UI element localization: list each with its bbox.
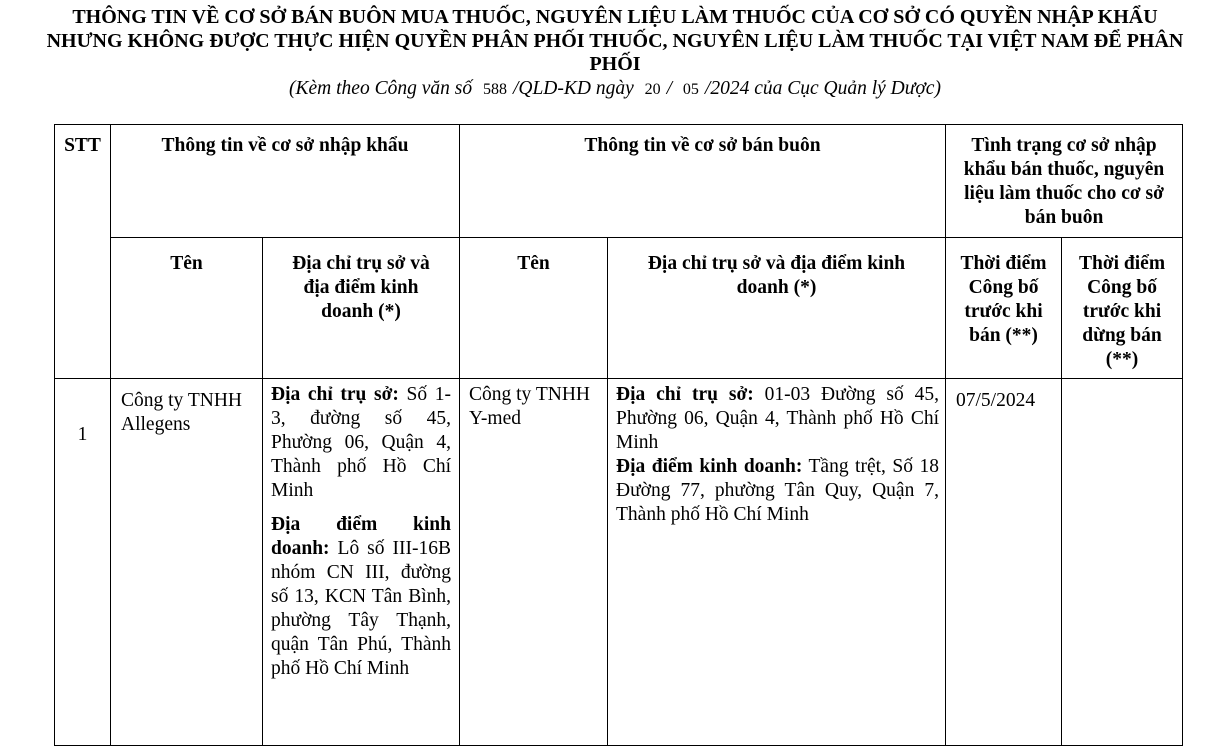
importer-address-cell [263,379,460,746]
header-importer-name: Tên [111,238,263,379]
importer-biz-value: Lô số III-16B nhóm CN III, đường số 13, KCN Tân Bình, phường Tây Thạnh, quận Tân Phú, Thành phố Hồ Chí Minh [271,538,452,679]
header-wholesaler-info: Thông tin về cơ sở bán buôn [460,125,946,238]
row-stt: 1 [55,379,111,746]
time-stop-value [1062,379,1183,746]
header-time-stop: Thời điểm Công bố trước khi dừng bán (**) [1062,238,1183,379]
wholesaler-biz-value: Tầng trệt, Số 18 Đường 77, phường Tân Quy, Quận 7, Thành phố Hồ Chí Minh [616,456,940,525]
importer-hq-value: Số 1-3, đường số 45, Phường 06, Quận 4, Thành phố Hồ Chí Minh [271,384,452,501]
header-row-1 [55,125,1183,238]
subtitle-prefix: (Kèm theo Công văn số [289,78,473,99]
time-start-value: 07/5/2024 [946,379,1062,746]
header-importer-info: Thông tin về cơ sở nhập khẩu [111,125,460,238]
table-row [55,379,1183,746]
doc-number: 588 [482,81,507,98]
importer-hq [271,383,451,503]
importer-biz [271,513,451,681]
importer-name: Công ty TNHH Allegens [111,379,263,746]
wholesaler-hq [616,383,939,455]
header-wholesaler-name: Tên [460,238,608,379]
header-importer-address: Địa chỉ trụ sở và địa điểm kinh doanh (*) [263,238,460,379]
wholesaler-name: Công ty TNHH Y-med [460,379,608,746]
wholesaler-address-cell [608,379,946,746]
header-time-start: Thời điểm Công bố trước khi bán (**) [946,238,1062,379]
header-status: Tình trạng cơ sở nhập khẩu bán thuốc, nguyên liệu làm thuốc cho cơ sở bán buôn [946,125,1183,238]
wholesaler-biz [616,455,939,527]
header-row-2 [55,238,1183,379]
document-subtitle [40,77,1190,102]
document-title: THÔNG TIN VỀ CƠ SỞ BÁN BUÔN MUA THUỐC, NGUYÊN LIỆU LÀM THUỐC CỦA CƠ SỞ CÓ QUYỀN NHẬP KHẨU NHƯNG KHÔNG ĐƯỢC THỰC HIỆN QUYỀN PHÂN PHỐI THUỐC, NGUYÊN LIỆU LÀM THUỐC TẠI VIỆT NAM ĐỂ PHÂN PHỐI [46,6,1184,75]
wholesaler-hq-value: 01-03 Đường số 45, Phường 06, Quận 4, Thành phố Hồ Chí Minh [616,384,940,453]
subtitle-mid: /QLD-KD ngày [512,78,634,99]
wholesaler-table [54,124,1183,746]
header-wholesaler-address: Địa chỉ trụ sở và địa điểm kinh doanh (*) [608,238,946,379]
date-slash: / [666,78,673,99]
importer-hq-label: Địa chỉ trụ sở: [271,384,399,405]
header-stt: STT [55,125,111,379]
doc-month: 05 [682,81,699,98]
wholesaler-biz-label: Địa điểm kinh doanh: [616,456,803,477]
importer-biz-label: Địa điểm kinh doanh: [271,514,451,559]
wholesaler-hq-label: Địa chỉ trụ sở: [616,384,754,405]
subtitle-suffix: /2024 của Cục Quản lý Dược) [704,78,941,99]
doc-day: 20 [644,81,661,98]
